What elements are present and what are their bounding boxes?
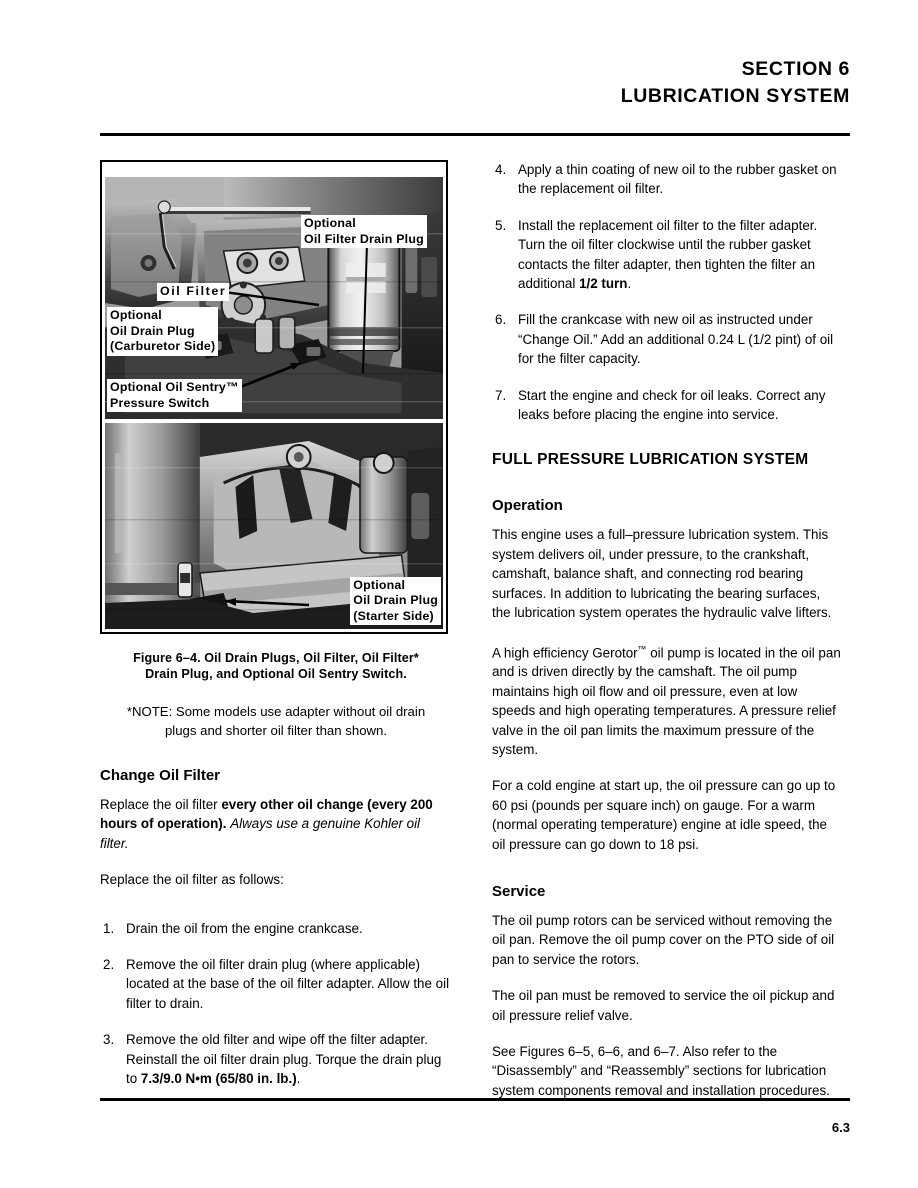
heading-service: Service — [492, 883, 546, 901]
section-number: SECTION 6 — [741, 58, 850, 80]
paragraph-replace-as-follows: Replace the oil filter as follows: — [100, 872, 284, 888]
list-item — [100, 1030, 452, 1088]
step-text: Apply a thin coating of new oil to the rubber gasket on the replacement oil filter. — [518, 162, 837, 197]
paragraph-service-3: See Figures 6–5, 6–6, and 6–7. Also refer to the “Disassembly” and “Reassembly” sections for lubrication system components removal and installation procedures. — [492, 1044, 830, 1098]
text-run-bold: every other oil change (every 200 hours of operation). — [100, 797, 433, 832]
step-text: Fill the crankcase with new oil as instructed under “Change Oil.” Add an additional 0.24 L (1/2 pint) of oil for the filter capacity. — [518, 312, 834, 367]
step-number: 7. — [495, 387, 507, 403]
step-number: 3. — [103, 1032, 115, 1048]
figure-caption-line-1: Figure 6–4. Oil Drain Plugs, Oil Filter, Oil Filter* — [133, 651, 419, 665]
list-item — [492, 386, 842, 425]
text-run: Install the replacement oil filter to the filter adapter. Turn the oil filter clockwise until the rubber gasket contacts the filter adapter, then tighten the filter an additional — [518, 217, 818, 292]
right-steps-list — [492, 160, 842, 424]
paragraph-operation-3: For a cold engine at start up, the oil pressure can go up to 60 psi (pounds per square inch) on gauge. For a warm (normal operating temperature) engine at idle speed, the oil pressure can go down to 18 psi. — [492, 778, 836, 852]
step-number: 2. — [103, 957, 115, 973]
page-number: 6.3 — [831, 1120, 850, 1135]
text-run: oil pump is located in the oil pan and is driven directly by the camshaft. The oil pump maintains high oil flow and oil pressure, even at low speeds and high operating temperatures. A pressure relief valve in the oil pan limits the maximum pressure of the system. — [492, 644, 841, 757]
step-text: Remove the oil filter drain plug (where applicable) located at the base of the oil filter adapter. Allow the oil filter to drain. — [126, 957, 450, 1011]
text-run: . — [627, 276, 632, 292]
callout-line: Pressure Switch — [110, 395, 210, 410]
step-text — [518, 218, 817, 291]
heading-change-oil-filter: Change Oil Filter — [100, 767, 221, 784]
callout-line: Optional — [353, 577, 406, 592]
footer-rule — [100, 1098, 850, 1101]
figure-photos — [105, 165, 443, 629]
paragraph-operation-1: This engine uses a full–pressure lubrication system. This system delivers oil, under pressure, to the crankshaft, camshaft, balance shaft, and connecting rod bearing surfaces. In addition to lubricating the bearing surfaces, the lubrication system operates the hydraulic valve lifters. — [492, 527, 832, 621]
step-text: Start the engine and check for oil leaks. Correct any leaks before placing the engine into service. — [518, 387, 826, 423]
figure-note — [100, 702, 452, 740]
trademark-symbol: ™ — [637, 643, 647, 654]
page-title: LUBRICATION SYSTEM — [620, 85, 850, 107]
callout-line: Oil Drain Plug — [110, 323, 195, 338]
text-run-italic: Always use a genuine Kohler oil filter. — [100, 816, 421, 851]
figure-note-line-2: plugs and shorter oil filter than shown. — [164, 723, 388, 738]
header-rule — [100, 133, 850, 136]
step-number: 5. — [495, 217, 507, 233]
left-steps-list — [100, 919, 452, 1089]
page-header — [621, 56, 850, 110]
right-column — [492, 160, 842, 1100]
photo-bottom-starter-side-view — [105, 423, 443, 629]
photo-top-engine-view — [105, 177, 443, 419]
callout-line: Oil Filter Drain Plug — [304, 231, 424, 246]
step-text — [126, 1032, 441, 1086]
text-run-bold: 1/2 turn — [579, 276, 628, 292]
figure-caption-line-2: Drain Plug, and Optional Oil Sentry Switch. — [145, 667, 407, 681]
callout-line: Optional Oil Sentry™ — [110, 380, 239, 394]
paragraph-service-1: The oil pump rotors can be serviced without removing the oil pan. Remove the oil pump cover on the PTO side of oil pan to service the rotors. — [492, 913, 835, 967]
list-item — [100, 955, 452, 1013]
step-number: 4. — [495, 162, 507, 177]
callout-optional-oil-drain-plug-carburetor-side — [107, 307, 218, 356]
callout-line: (Starter Side) — [353, 608, 434, 623]
list-item — [492, 160, 842, 199]
list-item — [492, 310, 842, 368]
step-number: 6. — [495, 312, 507, 328]
text-run: Remove the old filter and wipe off the filter adapter. Reinstall the oil filter drain plug. Torque the drain plug to — [126, 1032, 442, 1087]
figure-caption — [100, 650, 452, 682]
text-run-bold: 7.3/9.0 N•m (65/80 in. lb.) — [140, 1071, 297, 1087]
left-column — [100, 160, 452, 1088]
callout-line: Oil Drain Plug — [353, 593, 438, 607]
list-item — [100, 919, 452, 938]
paragraph-replace-intro — [100, 795, 452, 853]
callout-optional-oil-filter-drain-plug — [301, 215, 427, 248]
callout-optional-oil-drain-plug-starter-side — [350, 577, 441, 626]
paragraph-service-2: The oil pan must be removed to service the oil pickup and oil pressure relief valve. — [492, 988, 835, 1023]
figure-note-line-1: *NOTE: Some models use adapter without oil drain — [126, 704, 426, 719]
callout-line: (Carburetor Side) — [110, 339, 216, 353]
text-run: . — [296, 1071, 301, 1087]
callout-oil-filter: Oil Filter — [157, 283, 229, 301]
list-item — [492, 216, 842, 294]
figure-6-4 — [100, 160, 448, 634]
step-number: 1. — [103, 920, 115, 936]
callout-line: Optional — [110, 308, 162, 322]
step-text: Drain the oil from the engine crankcase. — [126, 920, 363, 936]
heading-operation: Operation — [492, 497, 563, 515]
callout-line: Optional — [304, 216, 356, 230]
paragraph-operation-2 — [492, 640, 842, 760]
text-run: A high efficiency Gerotor — [492, 644, 638, 660]
heading-full-pressure-lubrication-system: FULL PRESSURE LUBRICATION SYSTEM — [492, 451, 809, 469]
callout-optional-oil-sentry-pressure-switch — [107, 379, 242, 412]
text-run: Replace the oil filter — [100, 797, 222, 812]
